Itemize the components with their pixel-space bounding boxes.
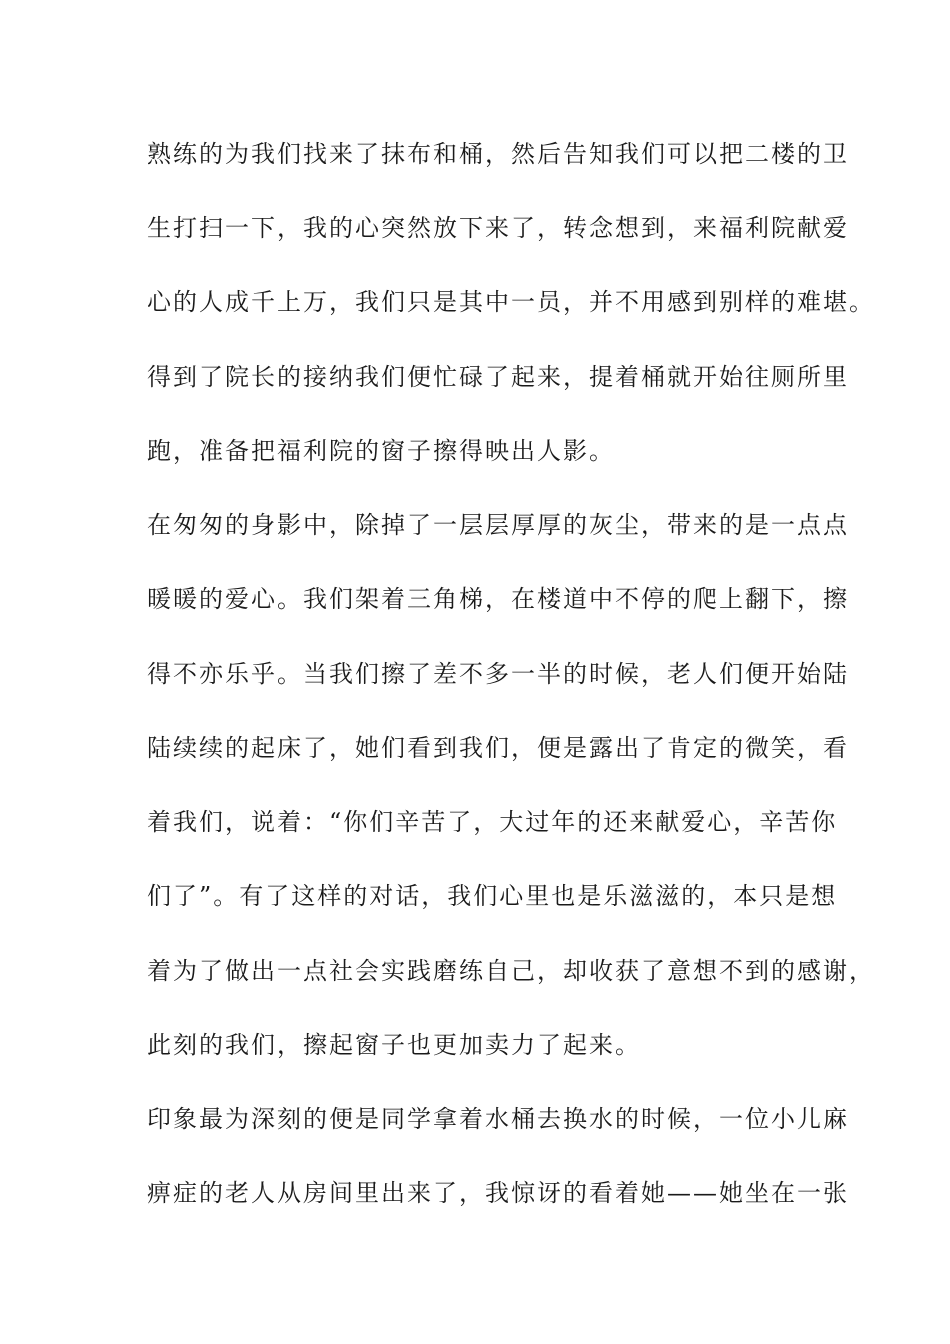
text-line: 们了”。有了这样的对话，我们心里也是乐滋滋的，本只是想 bbox=[147, 882, 838, 910]
text-line: 着我们，说着：“你们辛苦了，大过年的还来献爱心，辛苦你 bbox=[147, 808, 838, 836]
text-line: 暖暖的爱心。我们架着三角梯，在楼道中不停的爬上翻下，擦 bbox=[147, 585, 849, 613]
text-line: 痹症的老人从房间里出来了，我惊讶的看着她——她坐在一张 bbox=[147, 1179, 849, 1207]
text-line: 在匆匆的身影中，除掉了一层层厚厚的灰尘，带来的是一点点 bbox=[147, 511, 849, 539]
text-line: 得到了院长的接纳我们便忙碌了起来，提着桶就开始往厕所里 bbox=[147, 363, 849, 391]
text-line: 生打扫一下，我的心突然放下来了，转念想到，来福利院献爱 bbox=[147, 214, 849, 242]
text-line: 得不亦乐乎。当我们擦了差不多一半的时候，老人们便开始陆 bbox=[147, 660, 849, 688]
text-line: 跑，准备把福利院的窗子擦得映出人影。 bbox=[147, 437, 615, 465]
text-line: 心的人成千上万，我们只是其中一员，并不用感到别样的难堪。 bbox=[147, 288, 875, 316]
text-line: 此刻的我们，擦起窗子也更加卖力了起来。 bbox=[147, 1031, 641, 1059]
text-line: 着为了做出一点社会实践磨练自己，却收获了意想不到的感谢， bbox=[147, 957, 875, 985]
text-line: 陆续续的起床了，她们看到我们，便是露出了肯定的微笑，看 bbox=[147, 734, 849, 762]
text-line: 熟练的为我们找来了抹布和桶，然后告知我们可以把二楼的卫 bbox=[147, 140, 849, 168]
text-line: 印象最为深刻的便是同学拿着水桶去换水的时候，一位小儿麻 bbox=[147, 1105, 849, 1133]
